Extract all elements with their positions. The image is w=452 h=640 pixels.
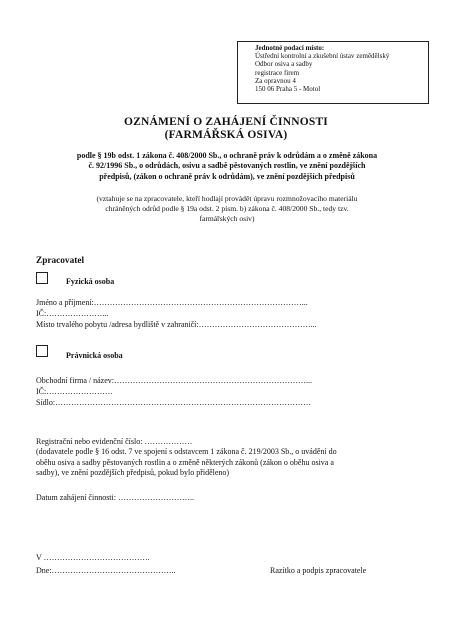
legal-basis-line: č. 92/1996 Sb., o odrůdách, osivu a sadbě pěstovaných rostlin, ve znění pozdějších [88,161,366,171]
registration-block [36,437,414,479]
signature-label: Razítko a podpis zpracovatele [270,566,367,575]
field-obchodni-firma[interactable]: Obchodní firma / název:………………………………………………………………... [36,376,312,385]
address-line: Odbor osiva a sadby [255,60,313,69]
field-ic-pravnicka[interactable]: IČ:……………………. [36,387,113,396]
legal-basis [50,151,404,182]
label-pravnicka-osoba: Právnická osoba [66,351,123,360]
field-registracni-cislo[interactable]: Registrační nebo evidenční číslo: ……………… [36,437,193,446]
scope-note-line: farmářských osiv) [199,214,255,223]
registration-note-line: (dodavatele podle § 16 odst. 7 ve spojení s odstavcem 1 zákona č. 219/2003 Sb., o uvádění do [36,447,337,457]
address-line: Ústřední kontrolní a zkušební ústav zemědělský [255,52,390,61]
section-zpracovatel: Zpracovatel [36,256,85,266]
checkbox-pravnicka-osoba[interactable] [36,345,48,357]
field-datum[interactable]: Dne:……………………………………….. [36,566,176,575]
legal-basis-line: podle § 19b odst. 1 zákona č. 408/2000 Sb., o ochraně práv k odrůdám a o změně zákona [76,151,378,160]
field-jmeno-prijmeni[interactable]: Jméno a příjmení:……………………………………………………………………... [36,298,308,307]
registration-note-line: sadby), ve znění pozdějších předpisů, pokud bylo přiděleno) [36,468,230,478]
field-datum-zahajeni[interactable]: Datum zahájení činnosti: ……………………….. [36,493,194,502]
scope-note-line: chráněných odrůd podle § 19a odst. 2 písm. b) zákona č. 408/2000 Sb., tedy tzv. [105,204,349,213]
scope-note-line: (vztahuje se na zpracovatele, kteří hodlají provádět úpravu rozmnožovacího materiálu [96,194,358,203]
legal-basis-line: předpisů, (zákon o ochraně práv k odrůdám), ve znění pozdějších předpisů [99,171,355,181]
field-misto-pobytu[interactable]: Místo trvalého pobytu /adresa bydliště v zahraničí:……………………………………... [36,320,317,329]
address-line: registrace firem [255,68,300,77]
address-line: Za opravnou 4 [255,76,296,85]
field-misto[interactable]: V …………………………………. [36,553,150,562]
field-ic-fyzicka[interactable]: IČ:…………………... [36,309,109,318]
address-heading: Jednotné podací místo: [255,44,325,52]
document-title: OZNÁMENÍ O ZAHÁJENÍ ČINNOSTI [123,116,328,128]
label-fyzicka-osoba: Fyzická osoba [66,277,115,286]
document-subtitle: (FARMÁŘSKÁ OSIVA) [164,129,288,141]
field-sidlo[interactable]: Sídlo:…………………………………………………………………………………… [36,398,312,407]
address-line: 150 06 Praha 5 - Motol [255,85,321,94]
checkbox-fyzicka-osoba[interactable] [36,272,48,284]
address-box [237,41,429,104]
registration-note-line: oběhu osiva a sadby pěstovaných rostlin a o změně některých zákonů (zákon o oběhu osiva a [36,457,334,467]
scope-note [62,194,392,224]
